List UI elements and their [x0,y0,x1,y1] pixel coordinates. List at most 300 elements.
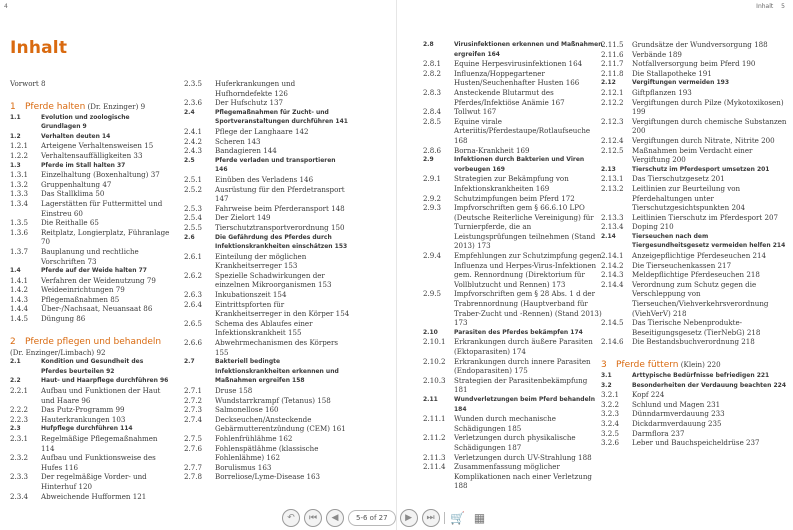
toc-entry-number: 2.6.6 [184,338,203,348]
toc-entry[interactable] [601,381,787,391]
toc-entry-number: 1.2 [10,132,21,140]
toc-entry[interactable] [10,151,170,161]
toc-entry-number: 1.1 [10,113,21,121]
toc-entry[interactable] [10,228,170,247]
running-header [750,3,785,10]
toc-entry[interactable] [184,290,350,300]
toc-spacer [10,324,170,332]
toc-entry-title: Leitlinien Tierschutz im Pferdesport 207 [632,212,779,222]
toc-entry-number: 2.8.6 [423,145,442,155]
toc-entry-title: Das Putz-Programm 99 [41,405,125,415]
toc-entry[interactable] [10,424,170,434]
toc-entry-number: 2.7.3 [184,405,203,415]
toc-entry-number: 2.4.2 [184,136,203,146]
toc-entry-number: 3.1 [601,372,612,379]
toc-entry[interactable] [601,337,787,347]
toc-entry-number: 2.4.1 [184,126,203,136]
toc-entry[interactable] [10,386,170,405]
toc-entry-number: 2.8.2 [423,68,442,78]
toc-entry-number: 2.11.7 [601,59,624,69]
toc-entry-number: 2.11.2 [423,433,446,443]
toc-entry[interactable] [601,50,787,60]
toc-entry-number: 2.14.4 [601,279,624,289]
toc-entry[interactable] [184,127,350,137]
toc-entry[interactable] [10,266,170,276]
toc-entry[interactable] [184,137,350,147]
toc-entry-number: 3 [601,360,607,370]
toc-entry-title: Pflege der Langhaare 142 [215,126,309,136]
toc-entry[interactable] [10,189,170,199]
toc-entry-author: (Dr. Enzinger) 9 [85,101,146,111]
toc-entry[interactable] [423,462,603,491]
toc-entry-title: Fohlenspätlähme (klassische Fohlenlähme) 162 [215,443,319,463]
toc-entry-number: 2.4.3 [184,146,203,156]
toc-entry[interactable] [184,444,350,463]
toc-entry[interactable] [10,199,170,218]
toc-entry-number: 3.2.2 [601,399,620,409]
toc-entry-number: 2.11.3 [423,452,446,462]
toc-entry-number: 1.3.7 [10,246,29,256]
toc-entry[interactable] [184,98,350,108]
toc-chapter-entry[interactable] [10,336,170,348]
toc-entry-number: 2.12.2 [601,97,624,107]
toc-entry[interactable] [423,59,603,69]
grid-view-icon[interactable]: ▦ [473,511,486,525]
toc-entry-title: Aufbau und Funktionsweise des Hufes 116 [41,453,156,472]
toc-entry-title: Kondition und Gesundheit des Pferdes beurteilen 92 [41,358,144,375]
toc-entry-number: 2.6.3 [184,290,203,300]
toc-entry-title: Fohlenfrühlähme 162 [215,433,293,443]
undo-arrow-icon[interactable]: ↶ [282,509,300,527]
toc-entry-number: 2.3.1 [10,434,29,443]
toc-entry[interactable] [184,146,350,156]
toc-entry-title: Pferde im Stall halten 37 [41,161,126,169]
toc-entry-title: Maßnahmen beim Verdacht einer Vergiftung 200 [632,145,753,165]
toc-entry-number: 2.13.1 [601,174,624,184]
toc-entry-number: 2.3.5 [184,79,203,88]
toc-entry[interactable] [601,280,787,318]
toc-entry[interactable] [601,261,787,271]
toc-entry-title: Pferde auf der Weide halten 77 [41,267,147,275]
toc-entry[interactable] [184,223,350,233]
toc-entry[interactable] [601,371,787,381]
toc-entry-number: 2.5 [184,156,195,164]
toc-entry[interactable] [601,400,787,410]
toc-entry[interactable] [601,419,787,429]
toc-spacer [601,347,787,355]
toc-entry[interactable] [423,88,603,107]
toc-entry-title: Verletzungen durch physikalische Schädigungen 187 [454,433,576,452]
toc-entry[interactable] [601,222,787,232]
toc-entry[interactable] [184,396,350,406]
toc-entry[interactable] [10,434,170,453]
toc-entry-title: Dünndarmverdauung 233 [632,409,725,419]
toc-entry-title: Tierseuchen nach dem Tiergesundheitsgesetz vermeiden helfen 214 [632,232,786,250]
toc-entry-number: 1.3.4 [10,198,29,208]
toc-entry-title: Das Tierschutzgesetz 201 [632,174,725,184]
toc-entry[interactable] [184,405,350,415]
toc-entry[interactable] [184,271,350,290]
toc-entry-title: Bakteriell bedingte Infektionskrankheiten erkennen und Maßnahmen ergreifen 158 [215,358,339,385]
toc-entry-number: 3.2.4 [601,418,620,428]
toc-entry-title: Vorwort 8 [10,79,46,88]
toc-entry[interactable] [601,88,787,98]
toc-entry-title: Pferde halten (Dr. Enzinger) 9 [25,101,146,112]
toc-entry-title: Fahrweise beim Pferderansport 148 [215,203,345,213]
toc-entry-title: Huferkrankungen und Hufhorndefekte 126 [215,79,296,98]
toc-entry[interactable] [184,319,350,338]
toc-entry[interactable] [184,108,350,127]
toc-entry[interactable] [601,270,787,280]
toc-entry[interactable] [601,213,787,223]
toc-entry-title: Verhaltensauffälligkeiten 33 [41,150,143,160]
toc-entry-title: Die Bestandsbuchverordnung 218 [632,337,755,347]
toc-entry-title: Schutzimpfungen beim Pferd 172 [454,193,575,203]
toc-entry[interactable] [10,276,170,286]
toc-entry-title: Tollwut 167 [454,107,497,117]
toc-entry-number: 1.3.2 [10,179,29,189]
toc-entry[interactable] [601,78,787,88]
toc-entry[interactable] [423,155,603,174]
toc-entry-number: 1.2.2 [10,150,29,160]
toc-entry-number: 3.2.6 [601,438,620,448]
toc-entry-title: Wunden durch mechanische Schädigungen 185 [454,414,556,433]
toc-entry-title: Einüben des Verladens 146 [215,174,314,184]
toc-entry-number: 1.4.5 [10,314,29,324]
toc-entry-title: Erkrankungen durch äußere Parasiten (Ektoparasiten) 174 [454,337,593,356]
toc-entry-title: Wundstarrkrampf (Tetanus) 158 [215,395,331,405]
toc-entry[interactable] [423,433,603,452]
toc-entry-title: Darmflora 237 [632,428,685,438]
toc-entry[interactable] [423,146,603,156]
toc-entry-title: (Dr. Enzinger/Limbach) 92 [10,347,106,357]
last-page-icon[interactable]: ⏭ [422,509,440,527]
toc-entry[interactable] [184,156,350,175]
toc-entry[interactable] [423,69,603,88]
toc-entry[interactable] [601,69,787,79]
toc-entry[interactable] [184,233,350,252]
toc-entry[interactable] [601,165,787,175]
toc-entry-title: Anzeigepflichtige Pferdeseuchen 214 [632,251,767,261]
toc-entry-number: 2.14.1 [601,251,624,261]
toc-entry-title: Spezielle Schadwirkungen der einzelnen Mikroorganismen 153 [215,270,332,290]
toc-entry[interactable] [184,415,350,434]
toc-entry[interactable] [601,390,787,400]
toc-entry-title: Regelmäßige Pflegemaßnahmen 114 [41,434,158,453]
toc-entry-author: (Klein) 220 [678,360,721,369]
toc-entry-title: Scheren 143 [215,136,261,146]
toc-entry-number: 2.14.3 [601,270,624,280]
toc-entry-title: Pferde pflegen und behandeln [25,336,162,347]
right-page [397,0,793,530]
toolbar-separator [444,512,445,524]
toc-entry-title: Verbände 189 [632,49,682,59]
toc-entry-title: Leber und Bauchspeicheldrüse 237 [632,438,760,448]
toc-entry[interactable] [10,492,170,502]
toc-entry-title: Aufbau und Funktionen der Haut und Haare 96 [41,386,161,405]
toc-entry[interactable] [10,314,170,324]
toc-entry-title: Gruppenhaltung 47 [41,179,112,189]
toc-entry[interactable] [601,184,787,213]
toc-entry[interactable] [10,180,170,190]
first-page-icon[interactable]: ⏮ [304,509,322,527]
toc-entry-number: 2.13.2 [601,183,624,193]
toc-entry-number: 2.3.4 [10,491,29,501]
toc-entry[interactable] [601,40,787,50]
toc-column-4 [601,40,787,448]
page-indicator[interactable]: 5-6 of 27 [348,510,396,526]
toc-entry-title: Eintrittspforten für Krankheitserreger in den Körper 154 [215,299,350,319]
toc-entry-title: Das Tierische Nebenprodukte-Beseitigungsgesetz (TierNebG) 218 [632,318,761,337]
toc-entry-title: Zusammenfassung möglicher Komplikationen nach einer Verletzung 188 [454,462,592,491]
toc-entry-title: Giftpflanzen 193 [632,87,692,97]
toc-entry-number: 1.4 [10,267,21,275]
toc-entry-number: 2.8.5 [423,116,442,126]
toc-entry[interactable] [423,395,603,414]
toc-entry-title: Strategien zur Bekämpfung von Infektionskrankheiten 169 [454,174,569,193]
toc-entry-number: 2.5.1 [184,174,203,184]
toc-entry-title: Notfallversorgung beim Pferd 190 [632,59,756,69]
toc-entry-number: 1.4.4 [10,304,29,314]
toc-entry[interactable] [10,218,170,228]
toc-entry-number: 2.7.4 [184,414,203,424]
toc-entry-title: Tierschutztransportverordnung 150 [215,222,345,232]
toc-entry-number: 1.4.1 [10,275,29,285]
toc-entry[interactable] [184,204,350,214]
toc-entry-number: 2.9.2 [423,193,442,203]
toc-entry-title: Impfvorschriften gem § 28 Abs. 1 d der Trabrennordnung (Hauptverband für Traber-Zucht und -Rennen) (Stand 2013) 173 [454,289,602,328]
toc-entry-number: 2.8.1 [423,59,442,69]
toc-entry-number: 2.5.4 [184,213,203,223]
toc-entry[interactable] [423,251,603,289]
toc-entry[interactable] [184,338,350,357]
toc-entry[interactable] [184,300,350,319]
toc-entry[interactable] [423,107,603,117]
toc-entry[interactable] [10,170,170,180]
toc-entry[interactable] [423,194,603,204]
toc-entry-title: Einzelhaltung (Boxenhaltung) 37 [41,170,160,180]
toc-entry[interactable] [10,405,170,415]
toc-entry[interactable] [10,295,170,305]
toc-entry-title: Hauterkrankungen 103 [41,414,126,424]
toc-entry-number: 2.2.3 [10,414,29,424]
toc-entry[interactable] [10,161,170,171]
toc-entry[interactable] [10,285,170,295]
toc-entry[interactable] [184,175,350,185]
toc-entry[interactable] [184,79,350,98]
toc-entry[interactable] [423,357,603,376]
toc-entry-title: Tierschutz im Pferdesport umsetzen 201 [632,165,770,173]
toc-entry-number: 1.3.5 [10,218,29,228]
toc-entry[interactable] [423,328,603,338]
toc-entry-title: Pflegemaßnahmen 85 [41,294,120,304]
toc-column-2 [184,79,350,482]
next-page-icon[interactable]: ▶ [400,509,418,527]
toc-entry-title: Weideeinrichtungen 79 [41,285,125,295]
toc-entry[interactable] [184,386,350,396]
toc-entry[interactable] [601,59,787,69]
toc-entry[interactable] [423,376,603,395]
toc-entry[interactable] [601,98,787,117]
toc-entry[interactable] [601,232,787,251]
toc-entry[interactable] [601,117,787,136]
toc-entry[interactable] [601,136,787,146]
toc-entry-number: 2.7.1 [184,386,203,395]
left-page [0,0,396,530]
toc-entry[interactable] [601,409,787,419]
toc-entry-number: 2.3.2 [10,453,29,463]
previous-page-icon[interactable]: ◀ [326,509,344,527]
toc-entry-title: Pflegemaßnahmen für Zucht- und Sportveranstaltungen durchführen 141 [215,108,348,126]
toc-entry[interactable] [601,318,787,337]
toc-entry-number: 2.9.4 [423,251,442,261]
toc-entry[interactable] [10,472,170,491]
toc-entry-number: 2 [10,336,16,347]
toc-entry-title: Arttypische Bedürfnisse befriedigen 221 [632,372,770,379]
toc-entry-number: 1.3 [10,161,21,169]
toc-entry-title: Pferde verladen und transportieren 146 [215,156,336,174]
toc-entry[interactable] [10,141,170,151]
toc-entry-title: Die Reithalle 65 [41,218,99,228]
toc-entry-title: Abweichende Hufformen 121 [41,491,147,501]
toc-entry-number: 2.13.3 [601,212,624,222]
toc-entry-number: 2.10.3 [423,375,446,385]
toc-entry-title: Equine Herpesvirusinfektionen 164 [454,59,583,69]
toc-entry-title: Meldepflichtige Pferdeseuchen 218 [632,270,760,280]
toc-entry-title: Der Zielort 149 [215,213,271,223]
toc-entry-number: 3.2.5 [601,428,620,438]
toc-entry[interactable] [423,40,603,59]
toc-entry[interactable] [601,146,787,165]
toc-entry-number: 2.7.8 [184,472,203,482]
toc-entry[interactable] [10,415,170,425]
toc-entry[interactable] [601,429,787,439]
toc-entry-title: Bauplanung und rechtliche Vorschriften 73 [41,246,139,266]
toc-entry[interactable] [423,453,603,463]
right-page-number: 5 [781,3,785,10]
toc-entry[interactable] [423,117,603,146]
toc-entry[interactable] [423,289,603,327]
toc-entry-number: 2.3.6 [184,98,203,108]
toc-entry-number: 2.6.5 [184,318,203,328]
toc-chapter-entry[interactable] [601,359,787,371]
toc-entry[interactable] [10,132,170,142]
toc-entry[interactable] [184,472,350,482]
toc-entry-title: Lagerstätten für Futtermittel und Einstreu 60 [41,198,163,218]
toc-entry-title: Reitplatz, Longierplatz, Führanlage 70 [41,227,170,247]
toc-entry-number: 1.2.1 [10,141,29,151]
toc-entry-title: Der regelmäßige Vorder- und Hinterhuf 120 [41,472,147,491]
toc-entry-title: Der Hufschutz 137 [215,98,284,108]
toc-entry-number: 2.14.2 [601,260,624,270]
toc-entry-number: 1.4.2 [10,285,29,295]
page-title: Inhalt [10,38,68,58]
toc-entry-number: 2.12.1 [601,87,624,97]
toc-entry-title: Das Stallklima 50 [41,189,105,199]
toc-entry[interactable] [601,438,787,448]
toc-entry-number: 2.4 [184,108,195,116]
toc-entry-number: 2.8.4 [423,107,442,117]
toc-entry[interactable] [423,203,603,251]
running-header-title: Inhalt [756,3,774,10]
toc-entry-title: Evolution und zoologische Grundlagen 9 [41,113,130,131]
toc-entry-title: Vergiftungen durch Nitrate, Nitrite 200 [632,135,775,145]
toc-entry[interactable] [10,357,170,376]
toc-entry[interactable] [10,79,170,89]
toc-entry-title: Borreliose/Lyme-Disease 163 [215,472,321,482]
toc-entry-number: 2.11.6 [601,49,624,59]
toc-entry-title: Die Stallapotheke 191 [632,68,712,78]
toc-entry-title: Borulismus 163 [215,462,272,472]
toc-entry-number: 2.12 [601,79,616,87]
toc-entry[interactable] [601,174,787,184]
toc-entry-title: Erkrankungen durch innere Parasiten (Endoparasiten) 175 [454,356,591,376]
toc-entry-number: 2.14.6 [601,337,624,347]
toc-entry-title: Die Tierseuchenkassen 217 [632,260,732,270]
toc-entry-number: 1 [10,101,16,112]
toc-entry-number: 2.7.7 [184,462,203,472]
toc-entry-title: Strategien der Parasitenbekämpfung 181 [454,375,588,395]
toc-entry-title: Schlund und Magen 231 [632,399,721,409]
toc-entry-number: 1.4.3 [10,294,29,304]
toc-entry-number: 2.14.5 [601,318,624,328]
toc-entry-number: 2.11 [423,395,438,403]
toc-entry[interactable] [423,337,603,356]
toc-entry-number: 2.8.3 [423,87,442,97]
toc-entry[interactable] [423,414,603,433]
toc-entry-title: Schema des Ablaufes einer Infektionskrankheit 155 [215,318,313,338]
toc-column-1 [10,79,170,501]
toc-entry-number: 2.3.3 [10,472,29,482]
toc-chapter-entry[interactable] [10,101,170,113]
toc-entry-title: Haut- und Haarpflege durchführen 96 [41,377,169,385]
toc-entry[interactable] [184,252,350,271]
toc-entry-title: Ansteckende Blutarmut des Pferdes/Infektiöse Anämie 167 [454,87,565,107]
toc-entry-number: 2.7.6 [184,443,203,453]
toc-entry[interactable] [10,348,170,358]
cart-icon[interactable]: 🛒 [450,511,466,525]
toc-entry-title: Kopf 224 [632,390,665,400]
toc-entry[interactable] [184,213,350,223]
toc-entry[interactable] [10,453,170,472]
toc-entry-number: 2.2 [10,377,21,385]
toc-entry[interactable] [10,376,170,386]
left-page-number: 4 [4,3,8,10]
toc-entry[interactable] [184,434,350,444]
toc-entry-title: Verhalten deuten 14 [41,132,111,140]
toc-entry-title: Druse 158 [215,386,253,395]
toc-entry[interactable] [184,357,350,386]
toc-entry-number: 2.11.4 [423,462,446,472]
toc-entry-title: Ausrüstung für den Pferdetransport 147 [215,184,345,204]
toc-entry[interactable] [184,463,350,473]
toc-entry[interactable] [10,304,170,314]
toc-entry-title: Einteilung der möglichen Krankheitserreger 153 [215,251,307,271]
toc-entry[interactable] [10,247,170,266]
toc-entry-number: 2.6.2 [184,270,203,280]
toc-entry-title: Arteigene Verhaltensweisen 15 [41,141,154,151]
toc-entry[interactable] [184,185,350,204]
toc-entry[interactable] [10,113,170,132]
toc-entry-number: 3.2.1 [601,390,620,400]
toc-entry-number: 2.6.1 [184,251,203,261]
toc-entry[interactable] [601,251,787,261]
toc-column-3 [423,40,603,491]
toc-entry-title: Pferde füttern (Klein) 220 [616,360,721,370]
toc-entry-number: 2.13 [601,165,616,173]
toc-entry-number: 2.7.2 [184,395,203,405]
toc-entry[interactable] [423,174,603,193]
